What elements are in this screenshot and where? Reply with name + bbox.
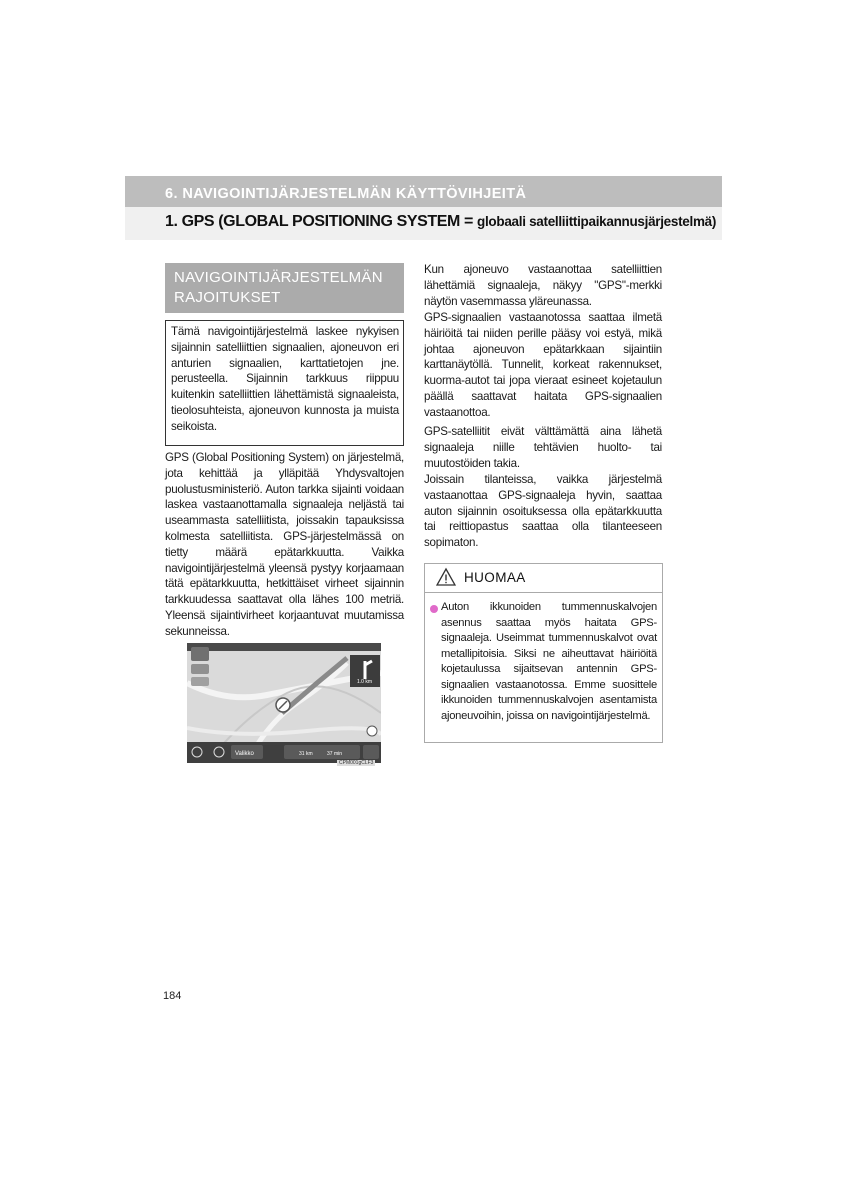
navigation-map-screenshot bbox=[187, 643, 381, 763]
map-image-caption: CPM001gCLF3 bbox=[339, 760, 374, 766]
bullet-icon bbox=[430, 605, 438, 613]
page-number: 184 bbox=[163, 990, 182, 1002]
right-paragraph-3: GPS-satelliitit eivät välttämättä aina lähetä signaaleja niille tehtävien huolto- tai muutostöiden takia. bbox=[424, 425, 662, 470]
right-paragraph-2: GPS-signaalien vastaanotossa saattaa ilmetä häiriöitä tai niiden perille pääsy voi estyä, mikä johtaa ajoneuvon epätarkkaan sijaintiin karttanäytöllä. Tunnelit, korkeat rakennukset, kuorma-autot tai jopa vieraat esineet kojetaulun päällä saattavat haitata GPS-signaalien vastaanottoa. bbox=[424, 311, 662, 419]
section-title-sub: globaali satelliittipaikannusjärjestelmä) bbox=[477, 214, 717, 229]
notice-header bbox=[424, 563, 663, 593]
notice-text: Auton ikkunoiden tummennuskalvojen asennus saattaa myös haitata GPS-signaaleja. Useimmat tummennuskalvot ovat metallipitoisia. Siksi ne aiheuttavat häiriöitä kojetaulussa sijaitsevan antennin GPS-signaalien vastaanotossa. Emme suosittele ikkunoiden tummennuskalvojen asentamista ajoneuvoihin, joissa on navigointijärjestelmä. bbox=[441, 601, 657, 722]
remaining-distance-label: 31 km bbox=[299, 751, 313, 757]
turn-distance-label: 1.0 km bbox=[357, 679, 373, 685]
section-title-main: 1. GPS (GLOBAL POSITIONING SYSTEM = bbox=[165, 213, 478, 230]
notice-title: HUOMAA bbox=[464, 570, 526, 585]
chapter-title: 6. NAVIGOINTIJÄRJESTELMÄN KÄYTTÖVIHJEITÄ bbox=[165, 186, 527, 202]
warning-icon bbox=[436, 567, 456, 587]
right-paragraph-1: Kun ajoneuvo vastaanottaa satelliittien lähettämiä signaaleja, näkyy "GPS"-merkki näytön vasemmassa yläreunassa. bbox=[424, 263, 662, 308]
remaining-time-label: 37 min bbox=[327, 751, 343, 757]
menu-button-label: Valikko bbox=[235, 751, 254, 757]
intro-text: Tämä navigointijärjestelmä laskee nykyisen sijainnin satelliittien signaalien, ajoneuvon eri anturien signaalien, karttatietojen jne. perusteella. Sijainnin tarkkuus riippuu kuitenkin satelliittien lähettämistä signaaleista, tieolosuhteista, ajoneuvon kunnosta ja muista seikoista. bbox=[171, 325, 399, 433]
subheading: NAVIGOINTIJÄRJESTELMÄN RAJOITUKSET bbox=[174, 269, 383, 306]
gps-description-paragraph: GPS (Global Positioning System) on järjestelmä, jota kehittää ja ylläpitää Yhdysvaltojen puolustusministeriö. Auton tarkka sijainti voidaan laskea vastaanottamalla signaaleja neljästä tai useammasta satelliitista, joissakin tapauksissa kolmesta satelliitista. GPS-järjestelmässä on tietty määrä epätarkkuutta. Vaikka navigointijärjestelmä yleensä pystyy korjaamaan tätä epätarkkuutta, hetkittäiset virheet sijainnin tarkkuudessa saattavat olla lähes 100 metriä. Yleensä sijaintivirheet korjaantuvat muutamissa sekunneissa. bbox=[165, 451, 404, 638]
section-title bbox=[165, 213, 716, 231]
right-paragraph-4: Joissain tilanteissa, vaikka järjestelmä vastaanottaa GPS-signaaleja hyvin, saattaa auton sijainnin osoituksessa olla epätarkkuutta tai reittiopastus saattaa olla tilanteeseen sopimaton. bbox=[424, 473, 662, 550]
